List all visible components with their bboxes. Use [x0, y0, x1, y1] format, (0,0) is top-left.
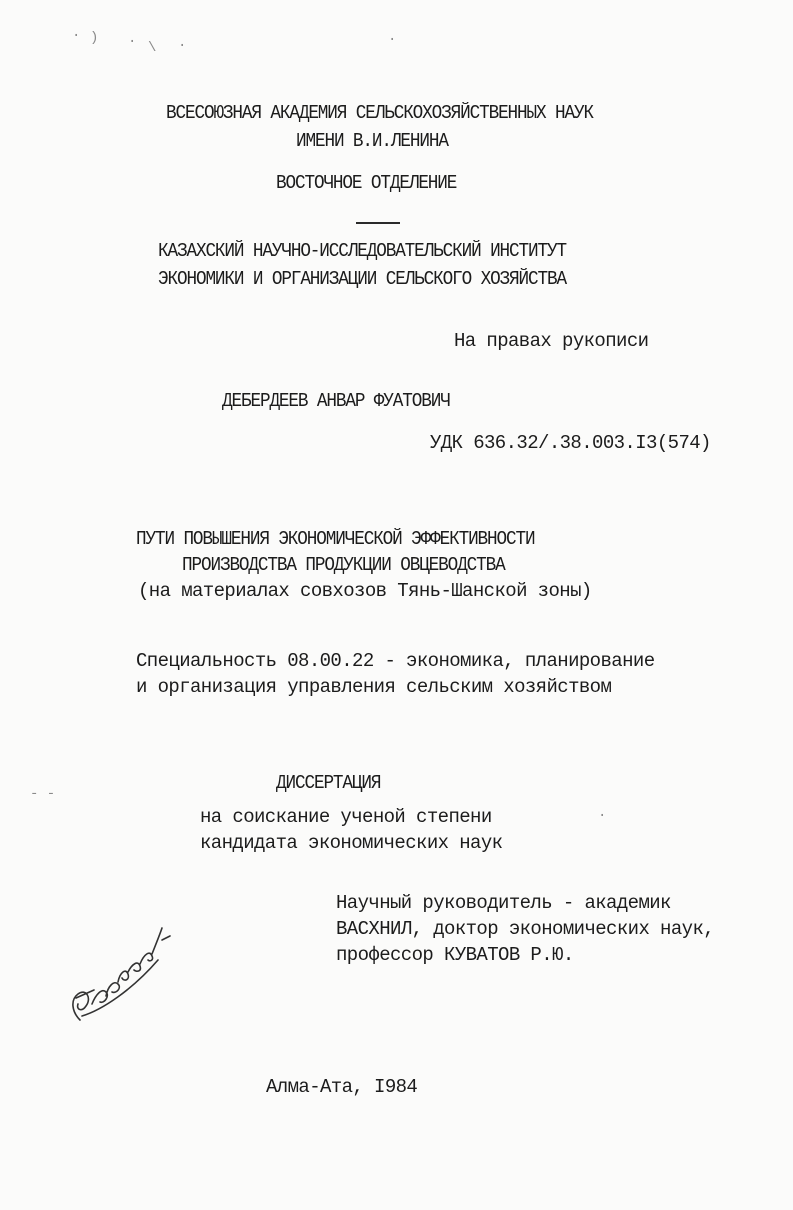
institute-line-2: ЭКОНОМИКИ И ОРГАНИЗАЦИИ СЕЛЬСКОГО ХОЗЯЙСТВА	[158, 268, 566, 290]
place-and-year: Алма-Ата, I984	[266, 1076, 418, 1098]
author-name: ДЕБЕРДЕЕВ АНВАР ФУАТОВИЧ	[222, 390, 450, 412]
academy-line-1: ВСЕСОЮЗНАЯ АКАДЕМИЯ СЕЛЬСКОХОЗЯЙСТВЕННЫХ НАУК	[166, 102, 593, 124]
manuscript-note: На правах рукописи	[454, 330, 649, 352]
separator-rule	[356, 222, 400, 224]
dissertation-heading: ДИССЕРТАЦИЯ	[276, 772, 381, 794]
scan-speck: ·	[72, 28, 81, 44]
supervisor-line-1: Научный руководитель - академик	[336, 892, 671, 914]
department-name: ВОСТОЧНОЕ ОТДЕЛЕНИЕ	[276, 172, 457, 194]
dissertation-line-1: на соискание ученой степени	[200, 806, 492, 828]
handwritten-signature	[62, 920, 192, 1030]
supervisor-line-3: профессор КУВАТОВ Р.Ю.	[336, 944, 574, 966]
title-line-3: (на материалах совхозов Тянь-Шанской зоны)	[138, 580, 592, 602]
scan-speck: ·	[128, 34, 137, 50]
scan-speck: ·	[598, 808, 607, 824]
scan-speck: )	[90, 30, 99, 46]
scan-speck: \	[148, 40, 157, 56]
academy-line-2: ИМЕНИ В.И.ЛЕНИНА	[296, 130, 448, 152]
specialty-line-2: и организация управления сельским хозяйством	[136, 676, 612, 698]
udk-code: УДК 636.32/.38.003.I3(574)	[430, 432, 711, 454]
dissertation-line-2: кандидата экономических наук	[200, 832, 503, 854]
title-line-2: ПРОИЗВОДСТВА ПРОДУКЦИИ ОВЦЕВОДСТВА	[182, 554, 505, 576]
specialty-line-1: Специальность 08.00.22 - экономика, планирование	[136, 650, 655, 672]
scan-speck: ·	[388, 32, 397, 48]
institute-line-1: КАЗАХСКИЙ НАУЧНО-ИССЛЕДОВАТЕЛЬСКИЙ ИНСТИТУТ	[158, 240, 566, 262]
title-line-1: ПУТИ ПОВЫШЕНИЯ ЭКОНОМИЧЕСКОЙ ЭФФЕКТИВНОСТИ	[136, 528, 535, 550]
supervisor-line-2: ВАСХНИЛ, доктор экономических наук,	[336, 918, 715, 940]
scan-speck: - -	[30, 786, 56, 802]
scan-speck: ·	[178, 38, 187, 54]
